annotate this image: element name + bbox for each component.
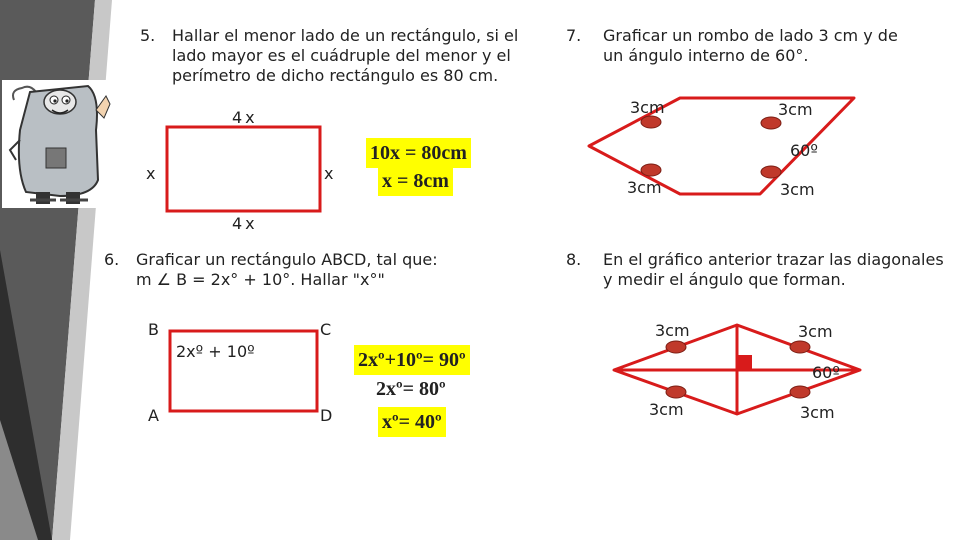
p8-side-label-2: 3cm — [798, 322, 833, 341]
p8-side-label-3: 3cm — [649, 400, 684, 419]
p7-side-label-1: 3cm — [630, 98, 665, 117]
p6-equation-1: 2xº+10º= 90º — [354, 345, 470, 375]
p5-equation-2: x = 8cm — [378, 166, 453, 196]
p6-equation-2: 2xº= 80º — [376, 378, 446, 400]
problem-7-text: Graficar un rombo de lado 3 cm y de un ángulo interno de 60°. — [603, 26, 898, 65]
p8-side-label-4: 3cm — [800, 403, 835, 422]
p6-vertex-a: A — [148, 406, 159, 425]
p8-angle-label: 60º — [812, 363, 840, 382]
p5-label-right: x — [324, 164, 334, 183]
problem-8-text: En el gráfico anterior trazar las diagonales y medir el ángulo que forman. — [603, 250, 944, 289]
problem-7-number: 7. — [566, 26, 582, 45]
p7-angle-label: 60º — [790, 141, 818, 160]
p5-equation-1: 10x = 80cm — [366, 138, 471, 168]
problem-6-text-line1: Graficar un rectángulo ABCD, tal que: — [136, 250, 438, 269]
p6-angle-label: 2xº + 10º — [176, 342, 255, 361]
problem-5-number: 5. — [140, 26, 156, 45]
p8-side-label-1: 3cm — [655, 321, 690, 340]
p7-side-label-3: 3cm — [627, 178, 662, 197]
p7-side-label-4: 3cm — [780, 180, 815, 199]
problem-6-text-line2: m ∠ B = 2x° + 10°. Hallar "x°" — [136, 270, 385, 289]
p6-vertex-b: B — [148, 320, 159, 339]
problem-8-number: 8. — [566, 250, 582, 269]
p6-vertex-c: C — [320, 320, 332, 339]
problem-5-text: Hallar el menor lado de un rectángulo, si el lado mayor es el cuádruple del menor y el perímetro de dicho rectángulo es 80 cm. — [172, 26, 519, 85]
p6-equation-3: xº= 40º — [378, 407, 446, 437]
p6-vertex-d: D — [320, 406, 333, 425]
p5-label-top: 4x — [232, 108, 258, 127]
p7-side-label-2: 3cm — [778, 100, 813, 119]
problem-6-number: 6. — [104, 250, 120, 269]
p5-label-bottom: 4x — [232, 214, 258, 233]
p5-label-left: x — [146, 164, 156, 183]
